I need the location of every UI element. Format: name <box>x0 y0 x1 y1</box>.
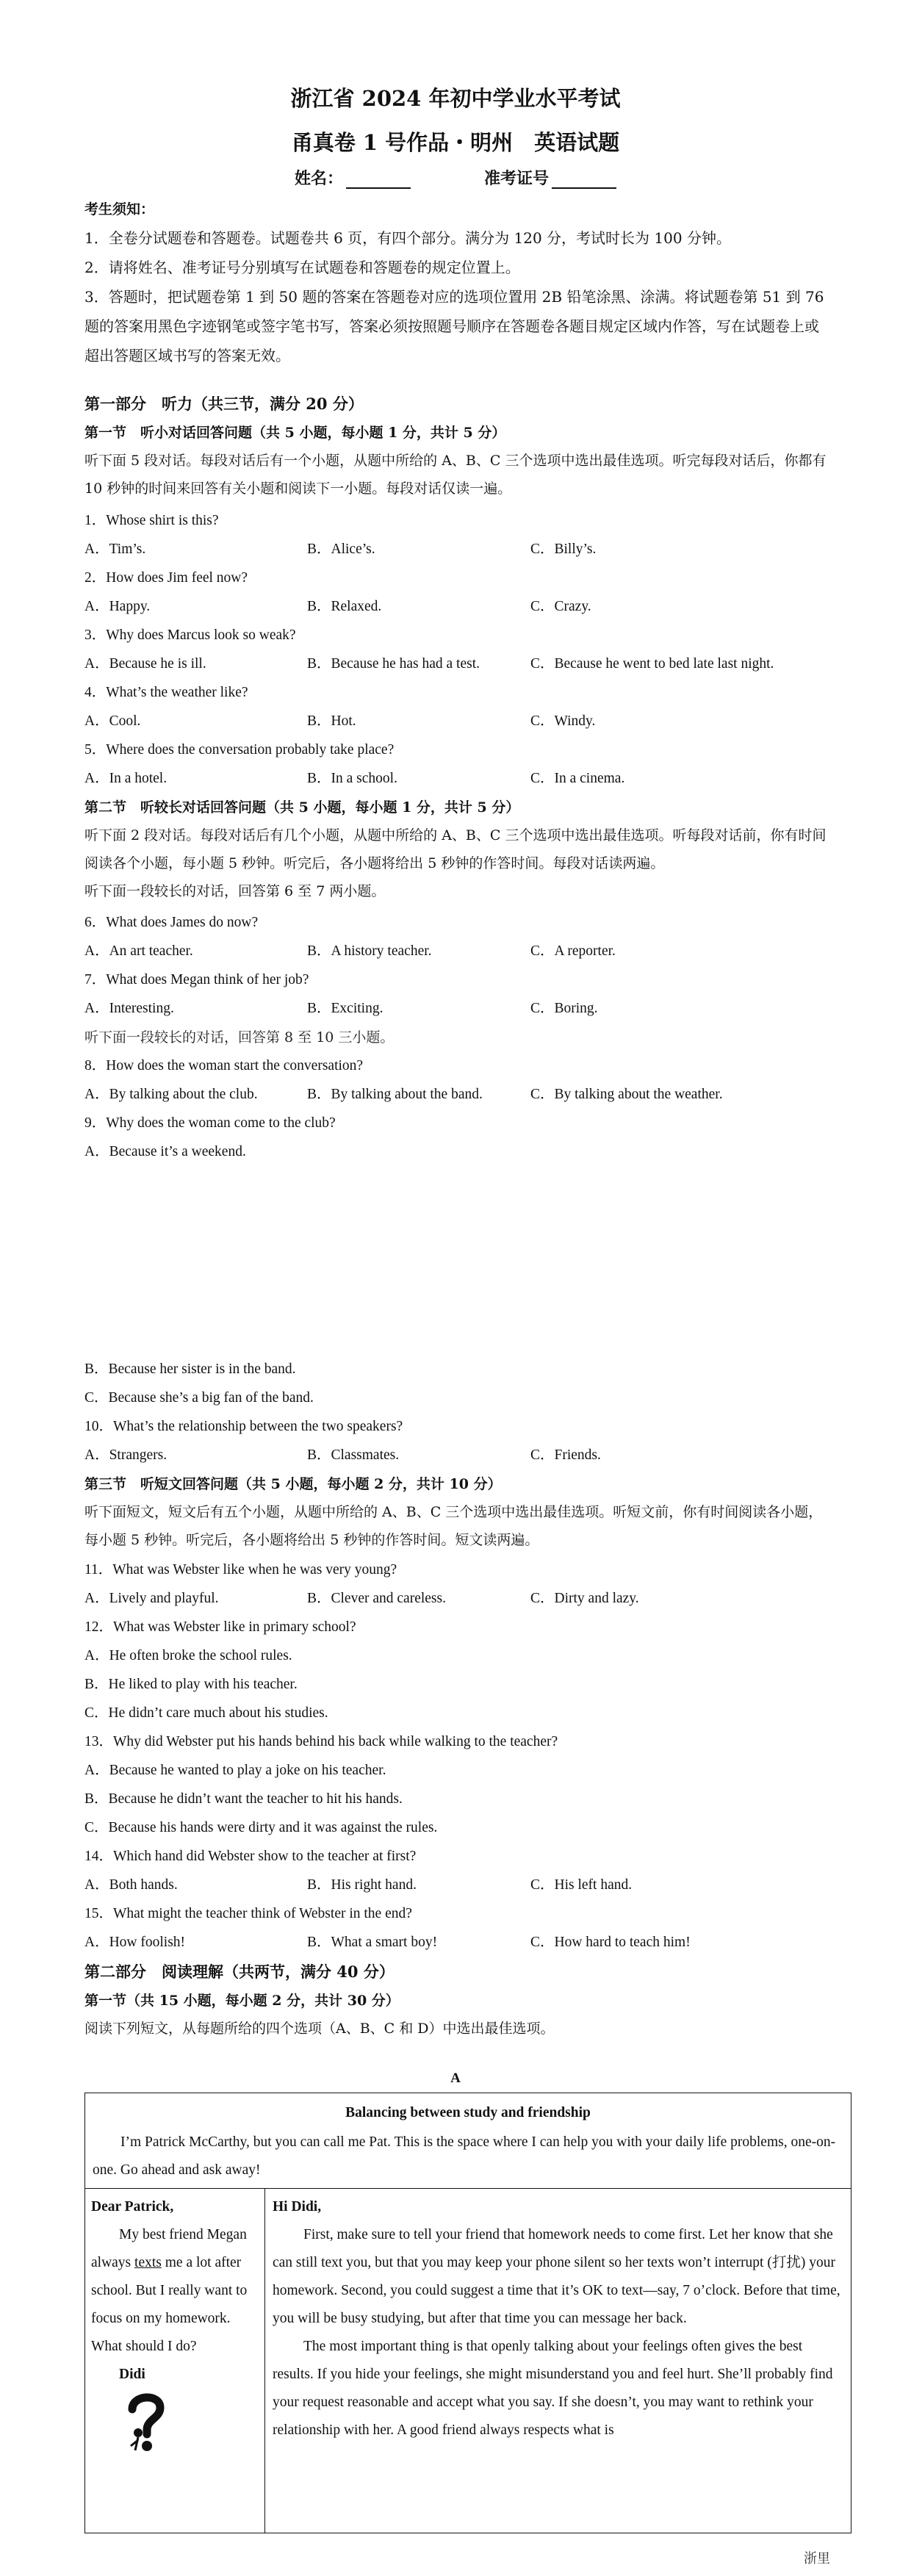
question-stem: 14．Which hand did Webster show to the teacher at first? <box>84 1849 417 1864</box>
section-lead: 听下面一段较长的对话，回答第 8 至 10 三小题。 <box>84 1029 395 1046</box>
letter-greeting: Dear Patrick, <box>91 2199 174 2215</box>
notice-item: 2．请将姓名、准考证号分别填写在试题卷和答题卷的规定位置上。 <box>84 259 520 276</box>
option-a[interactable]: A．Strangers. <box>84 1447 168 1463</box>
option-c[interactable]: C．A reporter. <box>530 943 616 959</box>
option-a[interactable]: A．Because he is ill. <box>84 656 206 672</box>
option-a[interactable]: A．Cool. <box>84 713 141 729</box>
name-blank[interactable] <box>346 171 411 189</box>
section-heading: 第一节（共 15 小题，每小题 2 分，共计 30 分） <box>84 1993 400 2009</box>
letter-cell <box>85 2189 265 2533</box>
option-c[interactable]: C．In a cinema. <box>530 771 625 786</box>
underlined-word: texts <box>134 2255 162 2270</box>
option-a[interactable]: A．How foolish! <box>84 1935 186 1950</box>
notice-block <box>84 195 827 370</box>
question-stem: 11．What was Webster like when he was very young? <box>84 1562 397 1577</box>
option-a[interactable]: A．Tim’s. <box>84 542 146 557</box>
question-stem: 13．Why did Webster put his hands behind his back while walking to the teacher? <box>84 1734 558 1749</box>
option-b[interactable]: B．His right hand. <box>307 1877 417 1893</box>
option-b[interactable]: B．By talking about the band. <box>307 1087 483 1102</box>
option-c[interactable]: C．Because his hands were dirty and it was against the rules. <box>84 1820 438 1835</box>
option-c[interactable]: C．By talking about the weather. <box>530 1087 723 1102</box>
section-instructions: 听下面短文，短文后有五个小题，从题中所给的 A、B、C 三个选项中选出最佳选项。听短文前，你有时间阅读各小题，每小题 5 秒钟。听完后，各小题将给出 5 秒钟的作答时间。短文读两遍。 <box>84 1504 823 1548</box>
part-heading: 第一部分 听力（共三节，满分 20 分） <box>84 395 364 413</box>
reply-paragraph: The most important thing is that openly talking about your feelings often gives the best results. If you hide your feelings, she might misunderstand you and feel hurt. She’ll probably find your request reasonable and accept what you say. If she doesn’t, you may want to rethink your relationship with her. A good friend always respects what is <box>273 2339 833 2438</box>
section-heading: 第一节 听小对话回答问题（共 5 小题，每小题 1 分，共计 5 分） <box>84 425 506 441</box>
option-b[interactable]: B．He liked to play with his teacher. <box>84 1677 298 1692</box>
question-stem: 3．Why does Marcus look so weak? <box>84 627 296 643</box>
question-stem: 5．Where does the conversation probably take place? <box>84 742 395 758</box>
name-label: 姓名： <box>294 169 343 188</box>
option-b[interactable]: B．Because he didn’t want the teacher to hit his hands. <box>84 1791 403 1807</box>
option-a[interactable]: A．Because it’s a weekend. <box>84 1144 246 1159</box>
part1-section2 <box>84 794 827 905</box>
exam-subtitle: 甬真卷 1 号作品・明州 英语试题 <box>291 130 620 155</box>
option-c[interactable]: C．Because he went to bed late last night. <box>530 656 774 672</box>
question-stem: 9．Why does the woman come to the club? <box>84 1115 336 1131</box>
option-c[interactable]: C．Crazy. <box>530 599 591 614</box>
section-lead: 听下面一段较长的对话，回答第 6 至 7 两小题。 <box>84 883 386 899</box>
letter-body: My best friend Megan always texts me a lot after school. But I really want to focus on my homework. What should I do? <box>91 2227 248 2354</box>
option-b[interactable]: B．What a smart boy! <box>307 1935 438 1950</box>
id-blank[interactable] <box>552 171 616 189</box>
option-c[interactable]: C．Billy’s. <box>530 542 597 557</box>
question-stem: 2．How does Jim feel now? <box>84 570 248 586</box>
notice-item: 3．答题时，把试题卷第 1 到 50 题的答案在答题卷对应的选项位置用 2B 铅笔涂黑、涂满。将试题卷第 51 到 76 题的答案用黑色字迹钢笔或签字笔书写，答案必须按照题号顺序在答题卷各题目规定区域内作答，写在试题卷上或超出答题区域书写的答案无效。 <box>84 288 824 364</box>
section-instructions: 听下面 5 段对话。每段对话后有一个小题，从题中所给的 A、B、C 三个选项中选出最佳选项。听完每段对话后，你都有 10 秒钟的时间来回答有关小题和阅读下一小题。每段对话仅读一遍。 <box>84 453 827 497</box>
id-label: 准考证号 <box>484 169 550 188</box>
notice-item: 1．全卷分试题卷和答题卷。试题卷共 6 页，有四个部分。满分为 120 分，考试时长为 100 分钟。 <box>84 229 731 247</box>
question-stem: 1．Whose shirt is this? <box>84 513 219 528</box>
option-b[interactable]: B．In a school. <box>307 771 397 786</box>
candidate-info-line <box>0 166 911 189</box>
question-mark-person-image <box>91 2389 259 2465</box>
option-b[interactable]: B．Clever and careless. <box>307 1591 446 1606</box>
passage-intro: I’m Patrick McCarthy, but you can call me Pat. This is the space where I can help you with your daily life problems, one-on-one. Go ahead and ask away! <box>93 2134 836 2178</box>
option-a[interactable]: A．In a hotel. <box>84 771 168 786</box>
option-a[interactable]: A．Happy. <box>84 599 151 614</box>
option-b[interactable]: B．A history teacher. <box>307 943 432 959</box>
passage-table <box>84 2093 851 2533</box>
exam-title: 浙江省 2024 年初中学业水平考试 <box>290 86 621 111</box>
part1-section3 <box>84 1470 827 1554</box>
part1-block <box>84 389 827 503</box>
option-c[interactable]: C．Windy. <box>530 713 596 729</box>
option-a[interactable]: A．Lively and playful. <box>84 1591 219 1606</box>
reply-cell <box>265 2189 851 2533</box>
question-stem: 4．What’s the weather like? <box>84 685 248 700</box>
option-a[interactable]: A．Interesting. <box>84 1001 174 1016</box>
option-a[interactable]: A．An art teacher. <box>84 943 193 959</box>
question-stem: 12．What was Webster like in primary school? <box>84 1619 356 1635</box>
section-heading: 第二节 听较长对话回答问题（共 5 小题，每小题 1 分，共计 5 分） <box>84 799 520 816</box>
option-c[interactable]: C．Friends. <box>530 1447 601 1463</box>
section-heading: 第三节 听短文回答问题（共 5 小题，每小题 2 分，共计 10 分） <box>84 1476 502 1492</box>
option-c[interactable]: C．His left hand. <box>530 1877 633 1893</box>
passage-title: Balancing between study and friendship <box>345 2105 591 2120</box>
option-b[interactable]: B．Relaxed. <box>307 599 382 614</box>
option-c[interactable]: C．How hard to teach him! <box>530 1935 691 1950</box>
option-b[interactable]: B．Exciting. <box>307 1001 384 1016</box>
option-a[interactable]: A．Because he wanted to play a joke on his teacher. <box>84 1763 386 1778</box>
option-b[interactable]: B．Classmates. <box>307 1447 400 1463</box>
option-a[interactable]: A．Both hands. <box>84 1877 178 1893</box>
notice-heading: 考生须知： <box>84 201 155 217</box>
part-heading: 第二部分 阅读理解（共两节，满分 40 分） <box>84 1962 395 1981</box>
question-stem: 15．What might the teacher think of Webster in the end? <box>84 1906 412 1921</box>
option-b[interactable]: B．Alice’s. <box>307 542 375 557</box>
option-c[interactable]: C．Dirty and lazy. <box>530 1591 639 1606</box>
option-c[interactable]: C．Boring. <box>530 1001 598 1016</box>
section-instructions: 听下面 2 段对话。每段对话后有几个小题，从题中所给的 A、B、C 三个选项中选出最佳选项。听每段对话前，你有时间阅读各个小题，每小题 5 秒钟。听完后，各小题将给出 5 秒钟的作答时间。每段对话读两遍。 <box>84 827 827 871</box>
reply-greeting: Hi Didi, <box>273 2199 322 2215</box>
reply-paragraph: First, make sure to tell your friend that homework needs to come first. Let her know that she can still text you, but that you may keep your phone silent so her texts won’t interrupt (打扰) your homework. Second, you could suggest a time that it’s OK to text—say, 7 o’clock. Before that time, you will be busy studying, but after that time you can message her back. <box>273 2227 840 2326</box>
question-stem: 10．What’s the relationship between the two speakers? <box>84 1419 403 1434</box>
part2-block <box>84 1957 827 2043</box>
option-b[interactable]: B．Hot. <box>307 713 356 729</box>
section-instructions: 阅读下列短文，从每题所给的四个选项（A、B、C 和 D）中选出最佳选项。 <box>84 2021 555 2037</box>
option-b[interactable]: B．Because her sister is in the band. <box>84 1361 296 1377</box>
question-stem: 7．What does Megan think of her job? <box>84 972 309 987</box>
option-c[interactable]: C．He didn’t care much about his studies. <box>84 1705 328 1721</box>
letter-signature: Didi <box>119 2367 145 2382</box>
passage-letter: A <box>450 2070 461 2086</box>
passage-header-cell <box>85 2093 851 2189</box>
option-c[interactable]: C．Because she’s a big fan of the band. <box>84 1390 314 1406</box>
question-stem: 6．What does James do now? <box>84 915 259 930</box>
option-a[interactable]: A．He often broke the school rules. <box>84 1648 292 1663</box>
question-stem: 8．How does the woman start the conversation? <box>84 1058 364 1073</box>
option-b[interactable]: B．Because he has had a test. <box>307 656 480 672</box>
page-footer-mark: 浙里 <box>804 2551 830 2566</box>
option-a[interactable]: A．By talking about the club. <box>84 1087 258 1102</box>
